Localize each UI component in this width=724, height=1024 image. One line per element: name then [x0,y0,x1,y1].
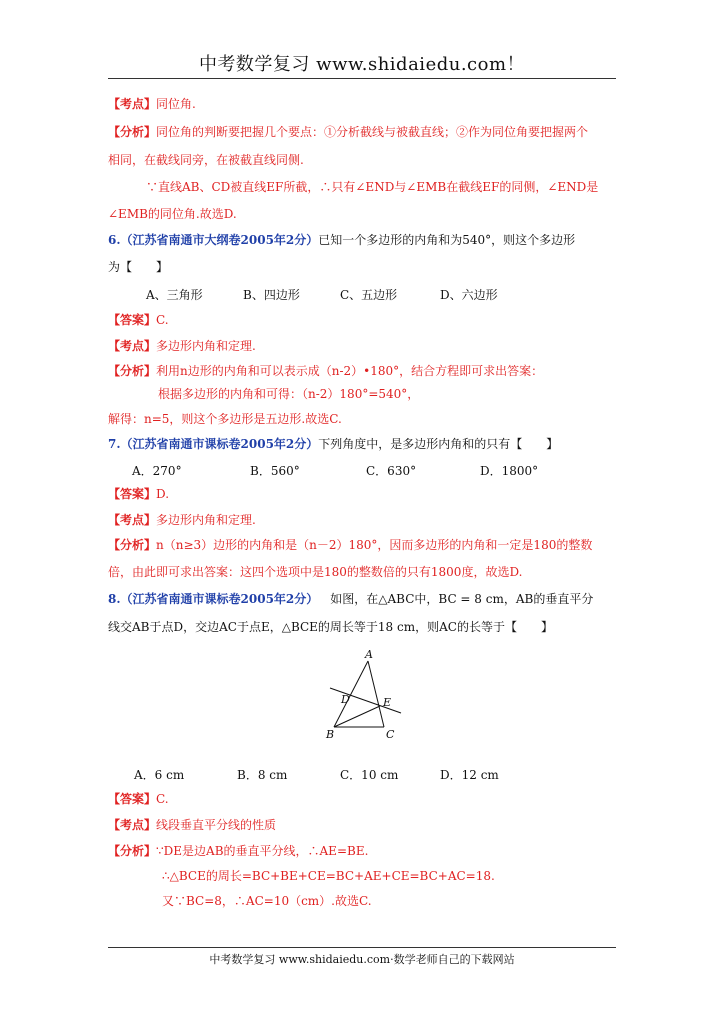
q7-kaodian [108,512,256,528]
solution-line-2: ∠EMB的同位角.故选D. [108,207,237,221]
segment-ac [368,661,384,727]
q7-fenxi-2: 倍，由此即可求出答案：这四个选项中是180的整数倍的只有1800度，故选D. [108,565,523,579]
label-b: B [326,728,335,740]
kaodian-tag: 【考点】 [108,97,157,111]
fenxi-text: 同位角的判断要把握几个要点：①分析截线与被截直线；②作为同位角要把握两个 [156,125,589,139]
fenxi-tag: 【分析】 [108,364,157,378]
q6-number: 6. [108,233,121,247]
q7-number: 7. [108,437,121,451]
q7-option-a: A．270° [132,464,182,478]
page-footer: 中考数学复习 www.shidaiedu.com·数学老师自己的下载网站 [209,953,515,966]
q6-kaodian-text: 多边形内角和定理. [156,339,256,353]
q7-option-c: C．630° [366,464,417,478]
q7-answer-text: D. [156,487,170,501]
solution-line-1: ∵直线AB、CD被直线EF所截，∴只有∠END与∠EMB在截线EF的同侧，∠END是 [146,180,599,194]
label-c: C [386,728,395,740]
fenxi-tag: 【分析】 [108,844,157,858]
q6-option-b: B、四边形 [243,288,300,302]
q6-source: （江苏省南通市大纲卷2005年2分） [120,233,319,247]
daan-tag: 【答案】 [108,792,157,806]
label-a: A [365,648,373,661]
q7-stem [108,436,558,452]
q7-option-d: D．1800° [480,464,539,478]
q6-option-d: D、六边形 [440,288,498,302]
q7-fenxi-text: n（n≥3）边形的内角和是（n－2）180°，因而多边形的内角和一定是180的整数 [156,538,593,552]
q8-source: （江苏省南通市课标卷2005年2分） [120,592,319,606]
q8-fenxi-1 [108,843,368,859]
daan-tag: 【答案】 [108,313,157,327]
q8-stem-1 [108,591,593,607]
q8-option-b: B．8 cm [237,768,288,782]
footer-rule [108,947,616,948]
daan-tag: 【答案】 [108,487,157,501]
segment-be [334,706,380,727]
q6-fenxi-2: 根据多边形的内角和可得：（n-2）180°=540°， [158,387,420,401]
q7-kaodian-text: 多边形内角和定理. [156,513,256,527]
q8-fenxi-text: ∵DE是边AB的垂直平分线，∴AE=BE. [156,844,369,858]
q8-fenxi-2: ∴△BCE的周长=BC+BE+CE=BC+AE+CE=BC+AC=18. [162,869,495,883]
q8-answer-text: C. [156,792,169,806]
kaodian-tag: 【考点】 [108,339,157,353]
q6-answer [108,312,169,328]
q7-fenxi-1 [108,537,592,553]
q8-option-c: C．10 cm [340,768,399,782]
triangle-figure [325,646,407,740]
q8-answer [108,791,169,807]
q6-kaodian [108,338,256,354]
q6-option-a: A、三角形 [146,288,203,302]
page-header: 中考数学复习 www.shidaiedu.com！ [198,54,526,75]
q8-option-a: A．6 cm [134,768,185,782]
header-rule [108,78,616,79]
q8-kaodian-text: 线段垂直平分线的性质 [156,818,277,832]
label-e: E [383,696,392,709]
q7-stem-text: 下列角度中，是多边形内角和的只有【 】 [318,437,559,451]
q8-stem-2: 线交AB于点D，交边AC于点E，△BCE的周长等于18 cm，则AC的长等于【 】 [108,620,553,634]
q6-stem-2: 为【 】 [108,260,169,274]
q7-source: （江苏省南通市课标卷2005年2分） [120,437,319,451]
segment-ab [334,661,368,727]
kaodian-tag: 【考点】 [108,513,157,527]
q6-fenxi-text: 利用n边形的内角和可以表示成（n-2）•180°，结合方程即可求出答案： [156,364,544,378]
label-d: D [341,693,350,706]
q8-fenxi-3: 又∵BC=8，∴AC=10（cm）.故选C. [162,894,372,908]
kaodian-line-1 [108,96,196,112]
fenxi-tag: 【分析】 [108,125,157,139]
fenxi-line-1 [108,124,588,140]
q8-option-d: D．12 cm [440,768,499,782]
q6-answer-text: C. [156,313,169,327]
kaodian-tag: 【考点】 [108,818,157,832]
q6-fenxi-3: 解得：n=5，则这个多边形是五边形.故选C. [108,412,342,426]
q6-fenxi-1 [108,363,543,379]
fenxi-tag: 【分析】 [108,538,157,552]
fenxi-line-2: 相同，在截线同旁，在被截直线同侧. [108,153,304,167]
q7-option-b: B．560° [250,464,300,478]
q8-number: 8. [108,592,121,606]
q6-stem-text: 已知一个多边形的内角和为540°，则这个多边形 [318,233,576,247]
q8-stem-text: 如图，在△ABC中，BC = 8 cm，AB的垂直平分 [330,592,594,606]
q6-option-c: C、五边形 [340,288,398,302]
q7-answer [108,486,169,502]
q8-kaodian [108,817,276,833]
q6-stem-1 [108,232,575,248]
kaodian-text: 同位角. [156,97,196,111]
